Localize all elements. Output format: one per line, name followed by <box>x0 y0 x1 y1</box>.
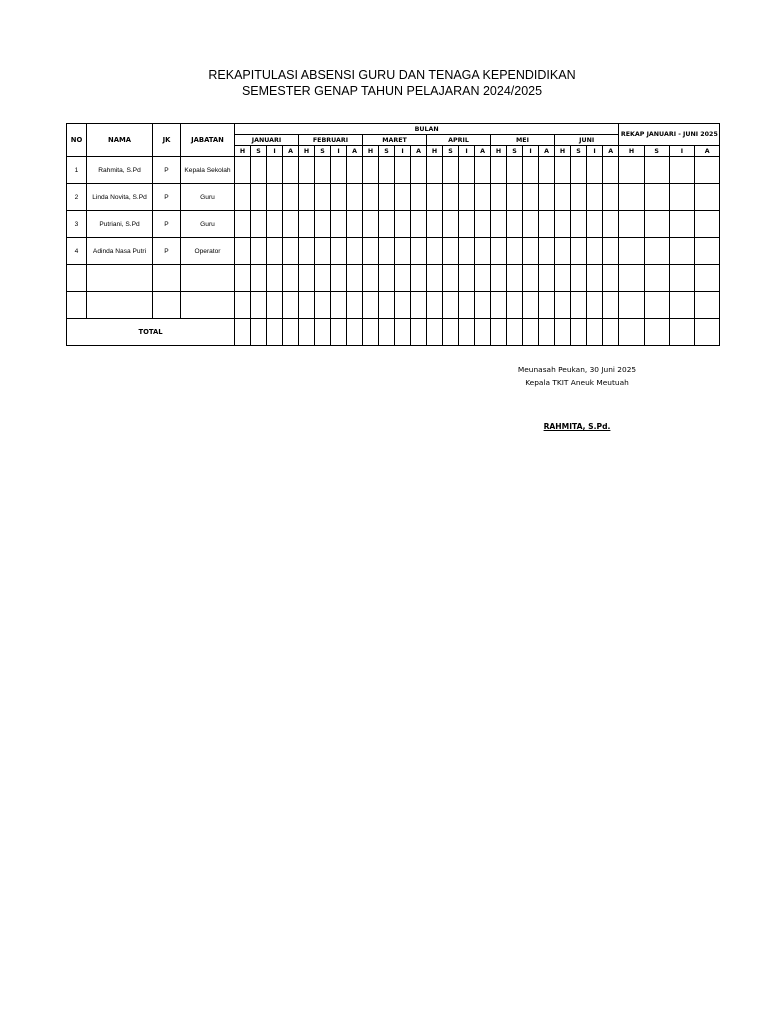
attendance-cell <box>395 211 411 238</box>
mei-code-a: A <box>539 146 555 157</box>
total-cell <box>539 319 555 346</box>
attendance-cell <box>644 157 669 184</box>
attendance-cell <box>347 184 363 211</box>
table-row <box>67 211 720 238</box>
attendance-cell <box>619 238 644 265</box>
attendance-cell <box>555 265 571 292</box>
juni-code-a: A <box>603 146 619 157</box>
header-bulan: BULAN <box>235 124 619 135</box>
attendance-cell <box>315 184 331 211</box>
attendance-cell <box>669 157 694 184</box>
row-jabatan: Guru <box>181 184 235 211</box>
row-jabatan <box>181 292 235 319</box>
attendance-cell <box>669 238 694 265</box>
attendance-cell <box>299 265 315 292</box>
attendance-cell <box>571 211 587 238</box>
month-header-april: APRIL <box>427 135 491 146</box>
attendance-cell <box>523 238 539 265</box>
attendance-cell <box>251 157 267 184</box>
maret-code-s: S <box>379 146 395 157</box>
attendance-cell <box>587 238 603 265</box>
attendance-cell <box>251 238 267 265</box>
attendance-cell <box>411 211 427 238</box>
row-jk: P <box>153 184 181 211</box>
attendance-cell <box>283 184 299 211</box>
total-cell <box>619 319 644 346</box>
attendance-cell <box>331 292 347 319</box>
total-cell <box>669 319 694 346</box>
attendance-cell <box>475 292 491 319</box>
maret-code-a: A <box>411 146 427 157</box>
attendance-cell <box>235 238 251 265</box>
attendance-cell <box>315 292 331 319</box>
header-jk: JK <box>153 124 181 157</box>
attendance-cell <box>523 292 539 319</box>
row-jabatan: Operator <box>181 238 235 265</box>
row-jk: P <box>153 157 181 184</box>
total-cell <box>491 319 507 346</box>
attendance-cell <box>251 292 267 319</box>
signature-position: Kepala TKIT Aneuk Meutuah <box>525 377 629 387</box>
attendance-cell <box>443 265 459 292</box>
attendance-cell <box>427 157 443 184</box>
attendance-cell <box>644 265 669 292</box>
month-header-maret: MARET <box>363 135 427 146</box>
rekap-code-i: I <box>669 146 694 157</box>
attendance-cell <box>459 184 475 211</box>
attendance-cell <box>379 238 395 265</box>
attendance-cell <box>427 265 443 292</box>
attendance-cell <box>644 238 669 265</box>
attendance-cell <box>491 238 507 265</box>
total-cell <box>251 319 267 346</box>
attendance-cell <box>443 211 459 238</box>
attendance-cell <box>299 292 315 319</box>
total-cell <box>644 319 669 346</box>
attendance-cell <box>363 157 379 184</box>
table-row <box>67 265 720 292</box>
attendance-cell <box>267 157 283 184</box>
total-cell <box>695 319 720 346</box>
attendance-cell <box>379 265 395 292</box>
attendance-cell <box>587 184 603 211</box>
attendance-cell <box>507 265 523 292</box>
total-cell <box>267 319 283 346</box>
row-no <box>67 292 87 319</box>
attendance-cell <box>347 211 363 238</box>
attendance-cell <box>395 157 411 184</box>
april-code-a: A <box>475 146 491 157</box>
month-header-januari: JANUARI <box>235 135 299 146</box>
mei-code-i: I <box>523 146 539 157</box>
total-cell <box>443 319 459 346</box>
attendance-cell <box>411 184 427 211</box>
total-cell <box>507 319 523 346</box>
attendance-cell <box>283 211 299 238</box>
total-cell <box>379 319 395 346</box>
total-cell <box>395 319 411 346</box>
attendance-cell <box>475 157 491 184</box>
total-cell <box>459 319 475 346</box>
attendance-cell <box>395 292 411 319</box>
attendance-cell <box>267 265 283 292</box>
attendance-cell <box>475 265 491 292</box>
april-code-h: H <box>427 146 443 157</box>
attendance-cell <box>347 265 363 292</box>
attendance-cell <box>539 265 555 292</box>
attendance-cell <box>539 157 555 184</box>
attendance-cell <box>603 211 619 238</box>
row-jk: P <box>153 238 181 265</box>
attendance-cell <box>523 157 539 184</box>
attendance-cell <box>379 292 395 319</box>
document-title <box>0 67 768 99</box>
row-jabatan: Kepala Sekolah <box>181 157 235 184</box>
maret-code-h: H <box>363 146 379 157</box>
row-nama <box>87 292 153 319</box>
attendance-cell <box>539 211 555 238</box>
attendance-cell <box>507 211 523 238</box>
attendance-cell <box>539 184 555 211</box>
maret-code-i: I <box>395 146 411 157</box>
attendance-cell <box>695 157 720 184</box>
attendance-cell <box>644 211 669 238</box>
attendance-cell <box>395 184 411 211</box>
attendance-cell <box>315 238 331 265</box>
attendance-cell <box>619 211 644 238</box>
rekap-code-h: H <box>619 146 644 157</box>
total-cell <box>587 319 603 346</box>
attendance-cell <box>507 184 523 211</box>
row-no: 3 <box>67 211 87 238</box>
attendance-cell <box>395 265 411 292</box>
header-rekap: REKAP JANUARI - JUNI 2025 <box>619 124 720 146</box>
attendance-cell <box>299 211 315 238</box>
attendance-cell <box>507 238 523 265</box>
attendance-cell <box>669 265 694 292</box>
attendance-cell <box>587 292 603 319</box>
attendance-cell <box>267 292 283 319</box>
row-no: 2 <box>67 184 87 211</box>
attendance-cell <box>331 238 347 265</box>
row-nama: Rahmita, S.Pd <box>87 157 153 184</box>
total-cell <box>331 319 347 346</box>
februari-code-i: I <box>331 146 347 157</box>
attendance-cell <box>379 184 395 211</box>
header-no: NO <box>67 124 87 157</box>
attendance-cell <box>459 265 475 292</box>
attendance-cell <box>363 265 379 292</box>
total-cell <box>427 319 443 346</box>
attendance-cell <box>491 157 507 184</box>
attendance-cell <box>491 184 507 211</box>
attendance-cell <box>603 238 619 265</box>
attendance-cell <box>459 157 475 184</box>
month-header-mei: MEI <box>491 135 555 146</box>
attendance-cell <box>555 184 571 211</box>
attendance-cell <box>331 211 347 238</box>
attendance-cell <box>363 292 379 319</box>
attendance-cell <box>299 157 315 184</box>
april-code-s: S <box>443 146 459 157</box>
month-header-juni: JUNI <box>555 135 619 146</box>
row-jk: P <box>153 211 181 238</box>
row-no <box>67 265 87 292</box>
attendance-cell <box>379 211 395 238</box>
table-row <box>67 157 720 184</box>
attendance-cell <box>603 157 619 184</box>
attendance-cell <box>427 184 443 211</box>
attendance-cell <box>235 157 251 184</box>
attendance-cell <box>283 265 299 292</box>
attendance-cell <box>427 292 443 319</box>
attendance-cell <box>475 211 491 238</box>
attendance-cell <box>267 184 283 211</box>
attendance-cell <box>331 184 347 211</box>
attendance-cell <box>267 211 283 238</box>
attendance-cell <box>669 292 694 319</box>
total-row <box>67 319 720 346</box>
attendance-cell <box>299 238 315 265</box>
attendance-cell <box>235 184 251 211</box>
row-jabatan: Guru <box>181 211 235 238</box>
attendance-cell <box>571 238 587 265</box>
attendance-cell <box>523 184 539 211</box>
attendance-cell <box>395 238 411 265</box>
attendance-cell <box>299 184 315 211</box>
total-cell <box>571 319 587 346</box>
rekap-code-s: S <box>644 146 669 157</box>
total-cell <box>347 319 363 346</box>
attendance-cell <box>587 211 603 238</box>
attendance-recap-table <box>66 123 720 346</box>
juni-code-i: I <box>587 146 603 157</box>
rekap-code-a: A <box>695 146 720 157</box>
attendance-cell <box>315 265 331 292</box>
attendance-cell <box>555 211 571 238</box>
attendance-cell <box>267 238 283 265</box>
januari-code-a: A <box>283 146 299 157</box>
attendance-cell <box>235 265 251 292</box>
attendance-cell <box>283 292 299 319</box>
attendance-cell <box>523 265 539 292</box>
row-jk <box>153 265 181 292</box>
header-row-bulan <box>67 124 720 135</box>
month-header-februari: FEBRUARI <box>299 135 363 146</box>
attendance-cell <box>619 292 644 319</box>
attendance-cell <box>571 184 587 211</box>
row-nama: Adinda Nasa Putri <box>87 238 153 265</box>
attendance-cell <box>443 292 459 319</box>
attendance-cell <box>523 211 539 238</box>
signature-block <box>497 364 657 389</box>
attendance-cell <box>571 292 587 319</box>
attendance-cell <box>379 157 395 184</box>
attendance-cell <box>491 292 507 319</box>
januari-code-s: S <box>251 146 267 157</box>
juni-code-s: S <box>571 146 587 157</box>
januari-code-h: H <box>235 146 251 157</box>
attendance-cell <box>411 265 427 292</box>
attendance-cell <box>587 157 603 184</box>
attendance-cell <box>475 184 491 211</box>
attendance-cell <box>363 238 379 265</box>
attendance-cell <box>347 157 363 184</box>
attendance-cell <box>695 292 720 319</box>
attendance-cell <box>331 157 347 184</box>
attendance-cell <box>283 238 299 265</box>
attendance-cell <box>459 292 475 319</box>
total-cell <box>299 319 315 346</box>
header-jabatan: JABATAN <box>181 124 235 157</box>
header-nama: NAMA <box>87 124 153 157</box>
attendance-cell <box>251 184 267 211</box>
attendance-cell <box>411 292 427 319</box>
attendance-cell <box>539 292 555 319</box>
total-cell <box>363 319 379 346</box>
row-nama: Putriani, S.Pd <box>87 211 153 238</box>
attendance-cell <box>251 265 267 292</box>
attendance-cell <box>695 184 720 211</box>
attendance-cell <box>427 238 443 265</box>
attendance-cell <box>603 292 619 319</box>
attendance-cell <box>507 157 523 184</box>
table-row <box>67 238 720 265</box>
attendance-cell <box>587 265 603 292</box>
attendance-cell <box>603 265 619 292</box>
total-cell <box>315 319 331 346</box>
attendance-cell <box>555 238 571 265</box>
title-line-1: REKAPITULASI ABSENSI GURU DAN TENAGA KEPENDIDIKAN <box>208 68 576 82</box>
attendance-cell <box>669 184 694 211</box>
april-code-i: I <box>459 146 475 157</box>
row-jk <box>153 292 181 319</box>
attendance-cell <box>644 184 669 211</box>
attendance-cell <box>571 265 587 292</box>
attendance-cell <box>555 292 571 319</box>
attendance-cell <box>619 184 644 211</box>
attendance-cell <box>363 211 379 238</box>
attendance-cell <box>695 211 720 238</box>
attendance-cell <box>695 265 720 292</box>
row-nama: Linda Novita, S.Pd <box>87 184 153 211</box>
total-label: TOTAL <box>67 319 235 346</box>
attendance-cell <box>315 211 331 238</box>
attendance-cell <box>475 238 491 265</box>
februari-code-a: A <box>347 146 363 157</box>
attendance-cell <box>619 157 644 184</box>
attendance-cell <box>443 238 459 265</box>
total-cell <box>411 319 427 346</box>
total-cell <box>235 319 251 346</box>
total-cell <box>523 319 539 346</box>
attendance-cell <box>443 157 459 184</box>
februari-code-s: S <box>315 146 331 157</box>
mei-code-s: S <box>507 146 523 157</box>
attendance-cell <box>571 157 587 184</box>
attendance-cell <box>427 211 443 238</box>
attendance-cell <box>363 184 379 211</box>
attendance-cell <box>491 211 507 238</box>
attendance-cell <box>315 157 331 184</box>
total-cell <box>475 319 491 346</box>
row-nama <box>87 265 153 292</box>
attendance-cell <box>491 265 507 292</box>
total-cell <box>603 319 619 346</box>
attendance-cell <box>644 292 669 319</box>
attendance-cell <box>619 265 644 292</box>
attendance-cell <box>459 211 475 238</box>
attendance-cell <box>669 211 694 238</box>
attendance-cell <box>235 292 251 319</box>
attendance-cell <box>507 292 523 319</box>
row-no: 1 <box>67 157 87 184</box>
attendance-cell <box>539 238 555 265</box>
januari-code-i: I <box>267 146 283 157</box>
row-no: 4 <box>67 238 87 265</box>
title-line-2: SEMESTER GENAP TAHUN PELAJARAN 2024/2025 <box>241 84 543 98</box>
attendance-cell <box>347 238 363 265</box>
attendance-cell <box>283 157 299 184</box>
total-cell <box>555 319 571 346</box>
attendance-cell <box>411 157 427 184</box>
signature-name: RAHMITA, S.Pd. <box>543 422 611 431</box>
attendance-cell <box>603 184 619 211</box>
attendance-cell <box>411 238 427 265</box>
attendance-cell <box>331 265 347 292</box>
row-jabatan <box>181 265 235 292</box>
juni-code-h: H <box>555 146 571 157</box>
attendance-cell <box>235 211 251 238</box>
attendance-cell <box>695 238 720 265</box>
signature-place-date: Meunasah Peukan, 30 Juni 2025 <box>517 365 637 374</box>
table-row <box>67 292 720 319</box>
table-row <box>67 184 720 211</box>
attendance-cell <box>443 184 459 211</box>
total-cell <box>283 319 299 346</box>
mei-code-h: H <box>491 146 507 157</box>
attendance-cell <box>251 211 267 238</box>
attendance-cell <box>347 292 363 319</box>
attendance-cell <box>459 238 475 265</box>
attendance-cell <box>555 157 571 184</box>
februari-code-h: H <box>299 146 315 157</box>
